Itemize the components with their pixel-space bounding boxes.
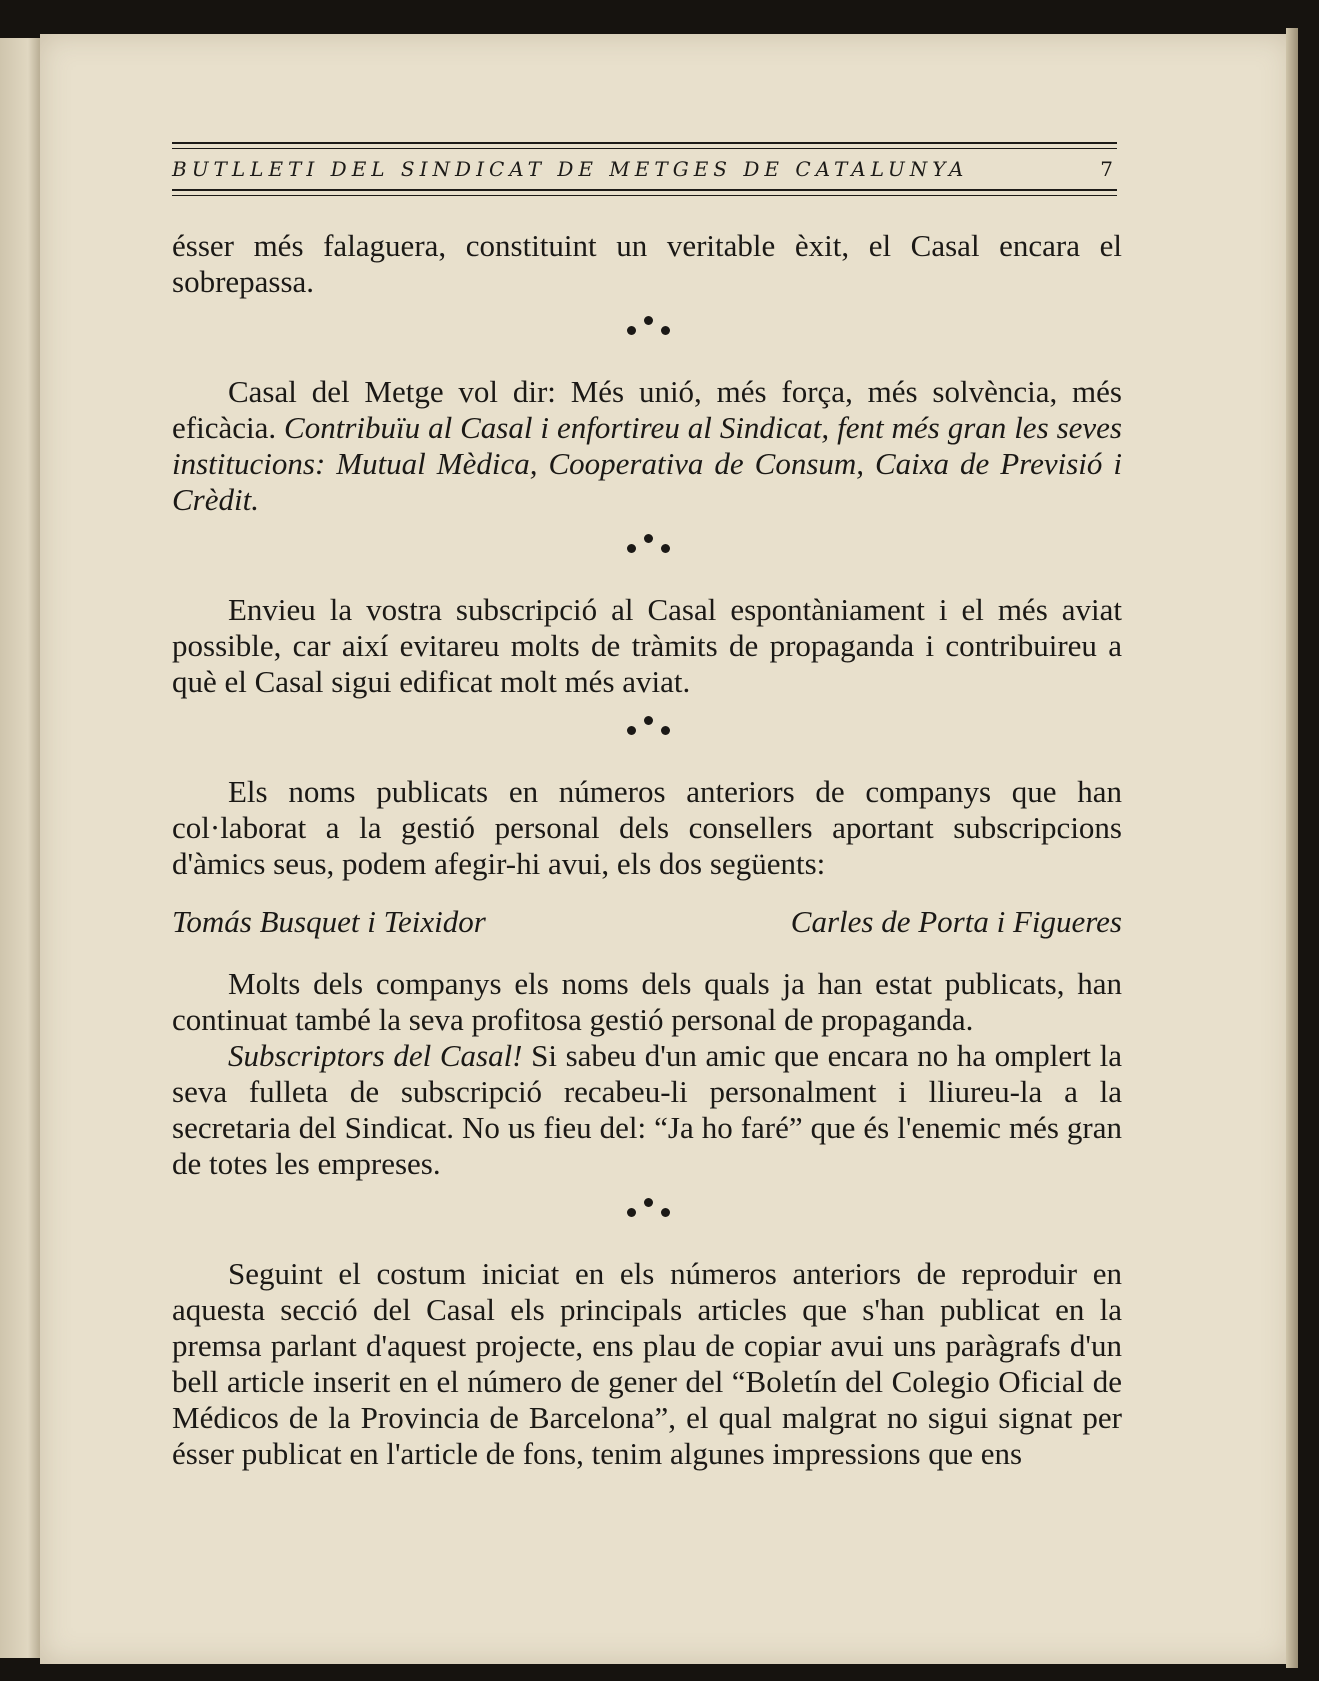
paragraph-2: [172, 374, 1122, 518]
paragraph-4: Els noms publicats en números anteriors de companys que han col·laborat a la gestió personal dels consellers aportant subscripcions d'àmics seus, podem afegir-hi avui, els dos següents:: [172, 774, 1122, 881]
running-header: [172, 142, 1117, 196]
header-top-rule: [172, 142, 1117, 149]
article-body: [172, 228, 1122, 1472]
collaborator-name-1: Tomás Busquet i Teixidor: [172, 904, 486, 939]
journal-title: BUTLLETI DEL SINDICAT DE METGES DE CATALUNYA: [172, 157, 969, 181]
paragraph-3: Envieu la vostra subscripció al Casal espontàniament i el més aviat possible, car així evitareu molts de tràmits de propaganda i contribuireu a què el Casal sigui edificat molt més aviat.: [172, 592, 1122, 699]
paragraph-5: Molts dels companys els noms dels quals ja han estat publicats, han continuat també la seva profitosa gestió personal de propaganda.: [172, 966, 1122, 1037]
section-ornament: [172, 706, 1122, 764]
section-ornament: [172, 524, 1122, 582]
paragraph-2-italic: Contribuïu al Casal i enfortireu al Sindicat, fent més gran les seves institucions: Mutual Mèdica, Cooperativa de Consum, Caixa de Previsió i Crèdit.: [172, 410, 1122, 517]
header-bottom-rule: [172, 189, 1117, 196]
paragraph-6-italic: Subscriptors del Casal!: [228, 1038, 523, 1073]
paragraph-7: Seguint el costum iniciat en els números anteriors de reproduir en aquesta secció del Casal els principals articles que s'han publicat en la premsa parlant d'aquest projecte, ens plau de copiar avui uns paràgrafs d'un bell article inserit en el número de gener del “Boletín del Colegio Oficial de Médicos de la Provincia de Barcelona”, el qual malgrat no sigui signat per ésser publicat en l'article de fons, tenim algunes impressions que ens: [172, 1256, 1122, 1471]
paragraph-1: ésser més falaguera, constituint un veritable èxit, el Casal encara el sobrepassa.: [172, 228, 1122, 299]
collaborator-name-2: Carles de Porta i Figueres: [790, 904, 1122, 939]
section-ornament: [172, 1188, 1122, 1246]
paragraph-2-roman: Casal del Metge vol dir: Més unió, més força, més solvència, més eficàcia.: [172, 374, 1122, 445]
header-line: [172, 149, 1117, 189]
right-page-edge: [1286, 28, 1298, 1668]
page-number: 7: [1100, 157, 1113, 181]
left-page-edge: [0, 38, 41, 1658]
paragraph-6: [172, 1038, 1122, 1182]
section-ornament: [172, 306, 1122, 364]
collaborator-names: [172, 904, 1122, 940]
paragraph-6-roman: Si sabeu d'un amic que encara no ha omplert la seva fulleta de subscripció recabeu-li personalment i lliureu-la a la secretaria del Sindicat. No us fieu del: “Ja ho faré” que és l'enemic més gran de totes les empreses.: [172, 1038, 1123, 1181]
